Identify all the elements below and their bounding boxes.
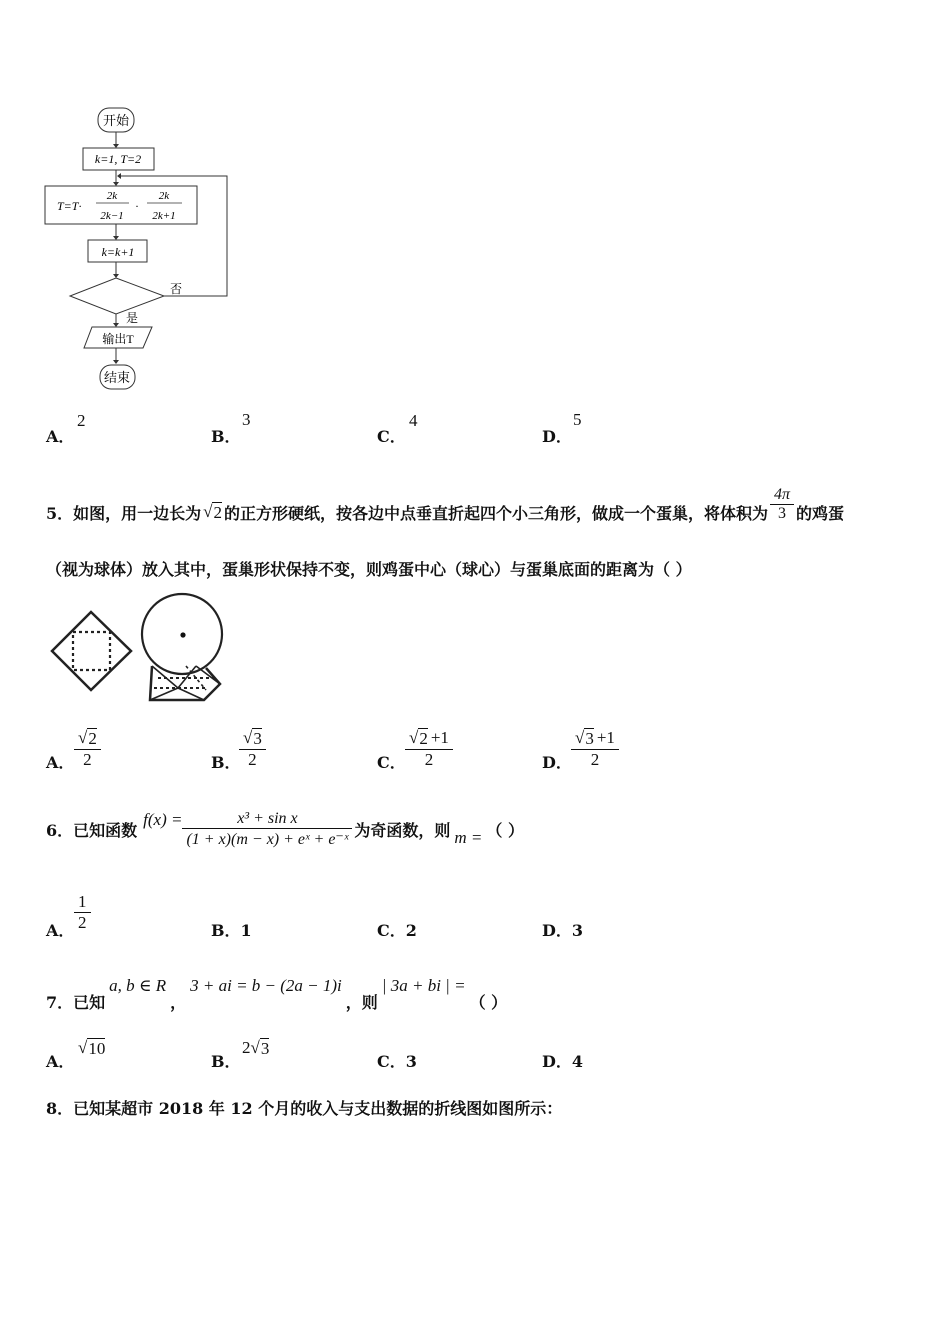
q7-comma1: ，: [170, 993, 187, 1012]
q5-prefix: 5．如图，用一边长为: [46, 504, 202, 523]
q5-volume-num: 4π: [774, 486, 791, 503]
q5-c-num: 2: [419, 729, 428, 748]
q5-figure: [46, 592, 226, 707]
q6-num: x³ + sin x: [237, 810, 298, 827]
q5-d-num: 3: [585, 729, 594, 748]
q4-option-a-value: 2: [77, 411, 86, 430]
flow-increment-text: k=k+1: [101, 245, 135, 259]
q7-line: [46, 976, 507, 1013]
q7-option-b-label: B．: [211, 1052, 241, 1071]
q5-c-den: 2: [405, 749, 453, 770]
q5-option-c-value: √ 2 +1 2: [407, 728, 451, 770]
q6-den: (1 + x)(m − x) + eˣ + e⁻ˣ: [182, 828, 352, 849]
q5-suffix: 的鸡蛋: [796, 504, 845, 523]
q7-eq: 3 + ai = b − (2a − 1)i: [190, 976, 342, 995]
q6-option-a-label: A．: [46, 921, 75, 940]
q7-prefix: 7．已知: [46, 993, 106, 1012]
q5-a-den: 2: [74, 749, 101, 770]
q6-prefix: 6．已知函数: [46, 821, 138, 840]
q4-option-b-value: 3: [242, 410, 251, 429]
q7-option-b-value: 2 √ 3: [242, 1038, 270, 1058]
q5-line1: [46, 486, 845, 531]
q7-option-c: C．3: [377, 1052, 417, 1071]
q5-sqrt: √ 2: [203, 502, 222, 522]
q5-option-a-value: √ 2 2: [76, 728, 99, 770]
q7-option-d: D．4: [542, 1052, 584, 1071]
q6-a-den: 2: [74, 912, 91, 933]
q8-text: 8．已知某超市 2018 年 12 个月的收入与支出数据的折线图如图所示：: [46, 1099, 563, 1118]
q7-expr: | 3a + bi | =: [381, 976, 466, 995]
q5-d-den: 2: [571, 749, 619, 770]
flow-frac1-den: 2k−1: [100, 210, 124, 222]
q4-option-b-label: B．: [211, 427, 241, 446]
q5-diamond: [52, 612, 131, 690]
q6-option-d: D．3: [542, 921, 584, 940]
q6-fraction: [184, 810, 350, 849]
q7-suffix: （ ）: [469, 993, 508, 1012]
q6-fx: f(x) =: [143, 809, 183, 829]
q7-cond: a, b ∈ R: [109, 976, 167, 995]
q6-m: m =: [454, 827, 483, 847]
q4-option-d-label: D．: [542, 427, 572, 446]
q6-a-num: 1: [78, 892, 87, 911]
q5-mid: 的正方形硬纸，按各边中点垂直折起四个小三角形，做成一个蛋巢，将体积为: [223, 504, 768, 523]
q6-mid: 为奇函数，则: [354, 821, 451, 840]
q5-option-b-label: B．: [211, 753, 241, 772]
q5-nest-fold2: [150, 688, 204, 700]
q6-option-c: C．2: [377, 921, 417, 940]
q5-b-den: 2: [239, 749, 266, 770]
q5-option-c-label: C．: [377, 753, 406, 772]
q6-option-a-value: [76, 892, 89, 933]
q6-suffix: （ ）: [486, 821, 524, 840]
q6-line: [46, 810, 524, 849]
flow-yes-label: 是: [126, 311, 139, 325]
q5-b-num: 3: [253, 729, 262, 748]
q5-sqrt-value: 2: [213, 503, 222, 522]
q5-volume-fraction: [772, 486, 792, 523]
q6-option-b: B．1: [211, 921, 252, 940]
q5-line2: （视为球体）放入其中，蛋巢形状保持不变，则鸡蛋中心（球心）与蛋巢底面的距离为（ ）: [46, 560, 692, 579]
q5-option-b-value: √ 3 2: [241, 728, 264, 770]
flow-decision: [70, 278, 164, 314]
flow-no-label: 否: [170, 282, 183, 296]
flow-frac2-num: 2k: [158, 190, 170, 202]
flow-frac2-den: 2k+1: [152, 210, 176, 222]
flow-start-text: 开始: [102, 113, 130, 128]
q7-option-a-label: A．: [46, 1052, 75, 1071]
flow-init-text: k=1, T=2: [94, 152, 142, 166]
q4-option-c-label: C．: [377, 427, 406, 446]
q5-option-d-label: D．: [542, 753, 572, 772]
flow-dot: ·: [135, 199, 139, 213]
q4-option-d-value: 5: [573, 410, 582, 429]
q5-egg-center: [180, 632, 185, 637]
q5-option-a-label: A．: [46, 753, 75, 772]
q7-comma2: ，则: [345, 993, 378, 1012]
flow-end-text: 结束: [103, 370, 131, 385]
q7-option-a-value: √ 10: [78, 1038, 106, 1058]
q5-dashed-square: [73, 632, 110, 670]
q4-option-c-value: 4: [409, 411, 418, 430]
flow-update-lhs: T=T·: [57, 199, 82, 213]
q5-a-num: 2: [88, 729, 97, 748]
q5-option-d-value: √ 3 +1 2: [573, 728, 617, 770]
q5-volume-den: 3: [770, 504, 794, 523]
flow-output-text: 输出T: [102, 332, 134, 346]
flowchart: [40, 100, 240, 395]
flow-frac1-num: 2k: [106, 190, 118, 202]
q4-option-a-label: A．: [46, 427, 75, 446]
